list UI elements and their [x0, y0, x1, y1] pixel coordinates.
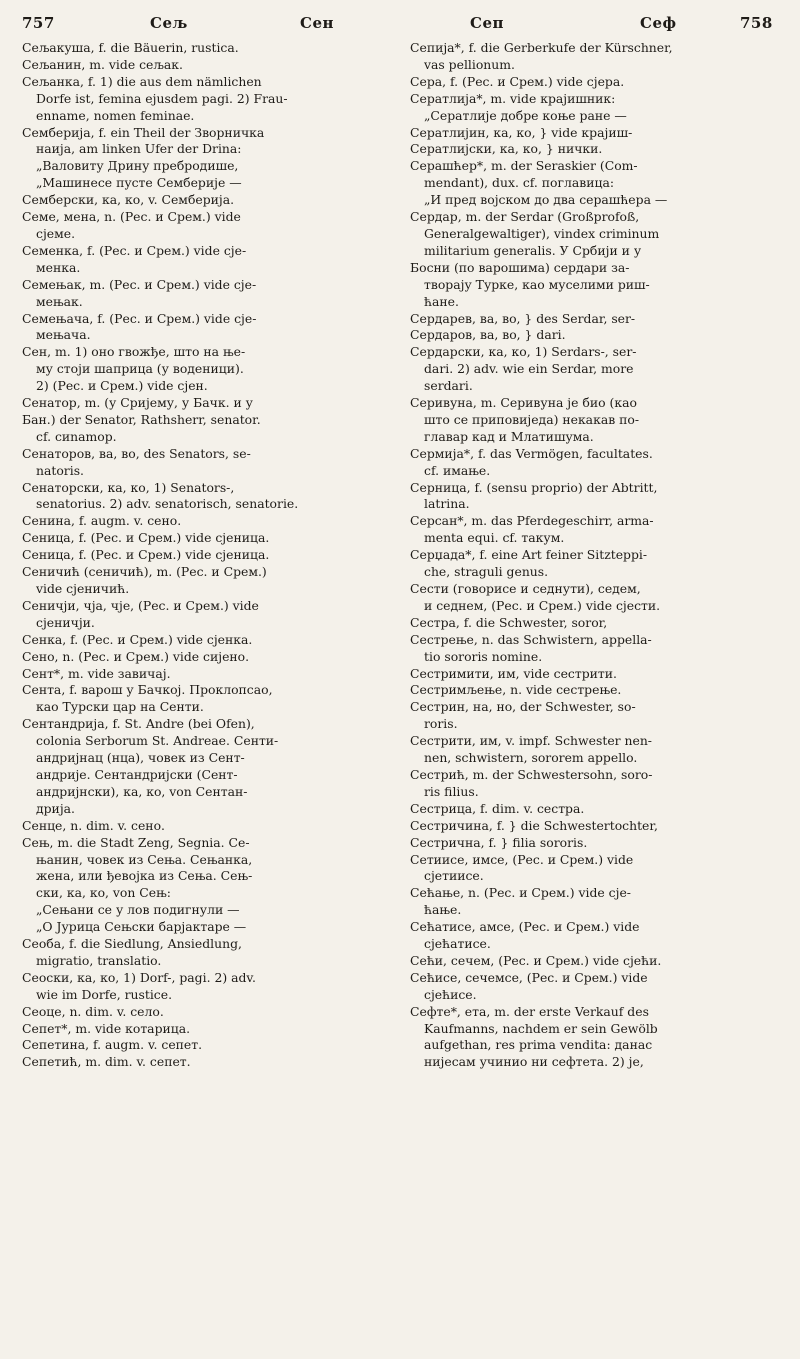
entry-line: Сестричина, f. } die Schwestertochter, — [410, 817, 658, 833]
entry-line: nen, schwistern, sororem appello. — [424, 750, 638, 766]
entry-line: Сећатисе, амсе, (Рес. и Срем.) vide — [410, 919, 640, 935]
entry-line: Сефте*, ета, m. der erste Verkauf des — [410, 1003, 649, 1019]
entry-line: њанин, човек из Сења. Сењанка, — [36, 851, 253, 867]
entry-line: Сера, f. (Рес. и Срем.) vide сјера. — [410, 73, 625, 89]
entry-line: Сеоце, n. dim. v. село. — [22, 1003, 164, 1019]
entry-line: Сератлијски, ка, ко, } нички. — [410, 141, 603, 157]
entry-line: Сеница, f. (Рес. и Срем.) vide сјеница. — [22, 547, 270, 563]
entry-line: Сент*, m. vide завичај. — [22, 665, 171, 681]
entry-line: Сента, f. варош у Бачкој. Проклопсао, — [22, 682, 273, 698]
entry-line: ћање. — [424, 902, 462, 918]
entry-line: Семберски, ка, ко, v. Семберија. — [22, 192, 235, 208]
entry-line: андријнски), ка, ко, von Сентан- — [36, 783, 248, 799]
entry-line: „Валовиту Дрину пребродише, — [36, 158, 239, 174]
entry-line: cf. имање. — [424, 462, 491, 478]
entry-line: senatorius. 2) adv. senatorisch, senatorie. — [36, 496, 299, 512]
entry-line: Сељанин, m. vide сељак. — [22, 56, 183, 72]
entry-line: wie im Dorfe, rustice. — [36, 986, 173, 1002]
entry-line: 2) (Рес. и Срем.) vide сјен. — [36, 378, 208, 394]
left-column — [22, 40, 398, 1351]
entry-line: Сестра, f. die Schwester, soror, — [410, 614, 608, 630]
guide-word-left-first: Сељ — [150, 14, 188, 32]
entry-line: сјећатисе. — [424, 936, 491, 952]
entry-line: Сељакуша, f. die Bäuerin, rustica. — [22, 40, 239, 55]
entry-line: Сестримљење, n. vide сестрење. — [410, 682, 622, 698]
entry-line: главар кад и Млатишума. — [424, 428, 594, 444]
entry-line: enname, nomen feminae. — [36, 107, 195, 123]
entry-line: Generalgewaltiger), vindex criminum — [424, 225, 660, 241]
page-header — [0, 14, 800, 40]
entry-line: aufgethan, res prima vendita: данас — [424, 1037, 653, 1053]
entry-line: Сердаров, ва, во, } dari. — [410, 327, 566, 343]
entry-line: Сембериja, f. ein Theil der Зворничка — [22, 124, 265, 140]
entry-line: Семењак, m. (Рес. и Срем.) vide сје- — [22, 276, 257, 292]
entry-line: што се приповиједа) некакав по- — [424, 411, 640, 427]
entry-line: андрије. Сентандријски (Сент- — [36, 766, 238, 782]
entry-line: Сепија*, f. die Gerberkufe der Kürschner, — [410, 40, 673, 55]
entry-line: Сестримити, им, vide сестрити. — [410, 665, 617, 681]
page-number-left: 757 — [22, 14, 55, 32]
entry-line: наија, am linken Ufer der Drina: — [36, 141, 242, 157]
entry-line: ћане. — [424, 293, 459, 309]
entry-line: Босни (по варошима) сердари за- — [410, 259, 630, 275]
entry-line: Сермија*, f. das Vermögen, facultates. — [410, 445, 653, 461]
entry-line: мењак. — [36, 293, 83, 309]
entry-line: Серница, f. (sensu proprio) der Abtritt, — [410, 479, 658, 495]
entry-line: Семе, мена, n. (Рес. и Срем.) vide — [22, 209, 241, 225]
entry-line: Сестрична, f. } filia sororis. — [410, 834, 588, 850]
entry-line: и седнем, (Рес. и Срем.) vide сјести. — [424, 597, 661, 613]
entry-line: Сенина, f. augm. v. сено. — [22, 513, 182, 529]
guide-word-right-last: Сеф — [640, 14, 677, 32]
entry-line: Сеничји, чја, чје, (Рес. и Срем.) vide — [22, 597, 259, 613]
entry-line: му стоји шаприца (у воденици). — [36, 361, 244, 377]
entry-line: Сенце, n. dim. v. сено. — [22, 817, 165, 833]
entry-line: che, straguli genus. — [424, 564, 549, 580]
entry-line: Dorfe ist, femina ejusdem pagi. 2) Frau- — [36, 90, 288, 106]
entry-line: Серсан*, m. das Pferdegeschirr, arma- — [410, 513, 654, 529]
entry-line: Серашћер*, m. der Seraskier (Com- — [410, 158, 638, 174]
entry-line: Сећи, сечем, (Рес. и Срем.) vide сјећи. — [410, 952, 662, 968]
entry-line: Сестрин, на, но, der Schwester, so- — [410, 699, 636, 715]
entry-line: militarium generalis. У Србији и у — [424, 242, 642, 258]
guide-word-left-last: Сен — [300, 14, 334, 32]
right-column — [410, 40, 790, 1351]
entry-line: Серџада*, f. eine Art feiner Sitzteppi- — [410, 547, 648, 563]
entry-line: Сеоски, ка, ко, 1) Dorf-, pagi. 2) adv. — [22, 969, 256, 985]
entry-line: ris filius. — [424, 783, 479, 799]
entry-line: „Сератлије добре коње ране — — [424, 107, 627, 123]
entry-line: Семенка, f. (Рес. и Срем.) vide сје- — [22, 242, 247, 258]
entry-line: natoris. — [36, 462, 84, 478]
entry-line: Сестрић, m. der Schwestersohn, soro- — [410, 766, 653, 782]
entry-line: сјетиисе. — [424, 868, 484, 884]
entry-line: Сећање, n. (Рес. и Срем.) vide сје- — [410, 885, 631, 901]
entry-line: Сентандрија, f. St. Andre (bei Ofen), — [22, 716, 255, 732]
entry-line: Сенаторски, ка, ко, 1) Senators-, — [22, 479, 235, 495]
entry-line: „О Јурица Сењски барјактаре — — [36, 919, 247, 935]
entry-line: Сестрење, n. das Schwistern, appella- — [410, 631, 652, 647]
entry-line: творају Турке, као муселими риш- — [424, 276, 650, 292]
entry-line: Сестрити, им, v. impf. Schwester nen- — [410, 733, 652, 749]
entry-line: Сетиисе, имсе, (Рес. и Срем.) vide — [410, 851, 634, 867]
entry-line: сјећисе. — [424, 986, 477, 1002]
entry-line: Сератлијин, ка, ко, } vide крајиш- — [410, 124, 633, 140]
entry-line: Сећисе, сечемсе, (Рес. и Срем.) vide — [410, 969, 648, 985]
entry-line: Бан.) der Senator, Rathsherr, senator. — [22, 411, 261, 427]
entry-line: сјеничји. — [36, 614, 95, 630]
entry-line: latrina. — [424, 496, 470, 512]
entry-line: Сердар, m. der Serdar (Großprofoß, — [410, 209, 640, 225]
entry-line: Сено, n. (Рес. и Срем.) vide сијено. — [22, 648, 250, 664]
entry-line: migratio, translatio. — [36, 952, 162, 968]
entry-line: Сенка, f. (Рес. и Срем.) vide сјенка. — [22, 631, 253, 647]
entry-line: Сепетина, f. augm. v. сепет. — [22, 1037, 203, 1053]
entry-line: као Турски цар на Сенти. — [36, 699, 204, 715]
entry-line: mendant), dux. cf. поглавица: — [424, 175, 615, 191]
entry-line: „Сењани се у лов подигнули — — [36, 902, 240, 918]
entry-line: Сенатор, m. (у Сријему, у Бачк. и у — [22, 395, 253, 411]
entry-line: cf. сиnamор. — [36, 428, 117, 444]
entry-line: мењача. — [36, 327, 91, 343]
entry-line: vide сјеничић. — [36, 581, 130, 596]
entry-line: сјеме. — [36, 225, 76, 241]
entry-line: нијесам учинио ни сефтета. 2) је, — [424, 1054, 644, 1070]
entry-line: Сепет*, m. vide котарица. — [22, 1020, 191, 1036]
entry-line: Сеница, f. (Рес. и Срем.) vide сјеница. — [22, 530, 270, 546]
entry-line: Сестрица, f. dim. v. сестра. — [410, 800, 585, 816]
entry-line: Сердарев, ва, во, } des Serdar, ser- — [410, 310, 636, 326]
entry-line: жена, или ђевојка из Сења. Сењ- — [36, 868, 253, 884]
entry-line: serdari. — [424, 378, 473, 394]
entry-line: андријнац (нца), човек из Сент- — [36, 750, 245, 766]
entry-line: Семењача, f. (Рес. и Срем.) vide сје- — [22, 310, 257, 326]
guide-word-right-first: Сеп — [470, 14, 504, 32]
entry-line: дрија. — [36, 800, 75, 816]
entry-line: Сењ, m. die Stadt Zeng, Segnia. Се- — [22, 834, 250, 850]
page-number-right: 758 — [740, 14, 773, 32]
entry-line: Сести (говорисе и седнути), седем, — [410, 581, 641, 596]
entry-line: Сердарски, ка, ко, 1) Serdars-, ser- — [410, 344, 637, 360]
entry-line: Kaufmanns, nachdem er sein Gewölb — [424, 1020, 658, 1036]
entry-line: dari. 2) adv. wie ein Serdar, more — [424, 361, 634, 377]
entry-line: Сератлија*, m. vide крајишник: — [410, 90, 616, 106]
entry-line: Сен, m. 1) оно гвожђе, што на ње- — [22, 344, 246, 360]
entry-line: Сепетић, m. dim. v. сепет. — [22, 1054, 191, 1070]
entry-line: Сељанка, f. 1) die aus dem nämlichen — [22, 73, 262, 89]
entry-line: „Машинесе пусте Семберије — — [36, 175, 242, 191]
entry-line: tio sororis nomine. — [424, 648, 543, 664]
entry-line: Серивуна, m. Серивуна је био (као — [410, 395, 637, 411]
entry-line: Сенаторов, ва, во, des Senators, se- — [22, 445, 251, 461]
entry-line: menta equi. cf. такум. — [424, 530, 565, 546]
entry-line: ски, ка, ко, von Сењ: — [36, 885, 171, 901]
entry-line: colonia Serborum St. Andreae. Сенти- — [36, 733, 279, 749]
entry-line: Сеоба, f. die Siedlung, Ansiedlung, — [22, 936, 242, 952]
entry-line: „И пред војском до два серашћера — — [424, 192, 668, 208]
entry-line: менка. — [36, 259, 81, 275]
entry-line: roris. — [424, 716, 458, 732]
entry-line: Сеничић (сеничић), m. (Рес. и Срем.) — [22, 564, 267, 580]
entry-line: vas pellionum. — [424, 56, 515, 72]
